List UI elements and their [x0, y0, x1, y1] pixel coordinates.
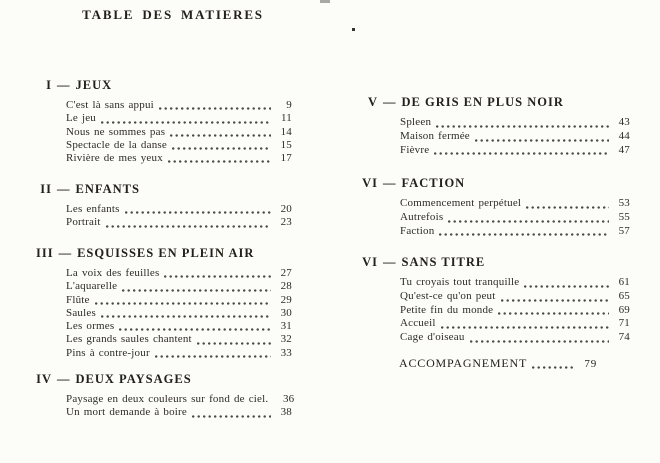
entry-page: 69 [618, 303, 630, 316]
section-entries [36, 203, 292, 230]
section-title: ENFANTS [75, 182, 140, 196]
section-heading-row [36, 182, 292, 196]
entry-label: Paysage en deux couleurs sur fond de ciel. [66, 393, 269, 405]
entry-page: 47 [618, 143, 630, 156]
entry-label: Pins à contre-jour [66, 346, 150, 359]
section-heading-row [358, 95, 630, 109]
toc-section-jeux [36, 78, 292, 165]
section-heading-row [358, 176, 630, 190]
section-numeral: VI [362, 255, 378, 269]
entry-label: Rivière de mes yeux [66, 152, 163, 165]
section-title: JEUX [75, 78, 113, 92]
column-right [358, 0, 630, 463]
entry-page: 23 [280, 216, 292, 229]
toc-section-sans-titre [358, 255, 630, 345]
toc-entry [400, 116, 630, 130]
entry-page: 38 [280, 406, 292, 419]
toc-section-faction [358, 176, 630, 238]
toc-entry [66, 406, 292, 419]
toc-entry [400, 197, 630, 211]
toc-section-enfants [36, 182, 292, 230]
entry-page: 17 [280, 152, 292, 165]
dot-leader [526, 206, 609, 209]
section-title: DEUX PAYSAGES [75, 372, 192, 386]
toc-entry [66, 307, 292, 320]
entry-page: 20 [280, 203, 292, 215]
toc-section-de-gris-en-plus-noir [358, 95, 630, 157]
toc-entry [66, 333, 292, 346]
toc-entry [66, 152, 292, 165]
entry-label: Les enfants [66, 203, 120, 215]
dot-leader [524, 285, 609, 288]
entry-page: 11 [281, 112, 292, 125]
dot-leader [172, 147, 271, 150]
dot-leader [168, 160, 271, 163]
dot-leader [470, 340, 609, 343]
entry-page: 65 [618, 289, 630, 302]
section-dash: — [57, 78, 71, 92]
entry-label: C'est là sans appui [66, 99, 154, 111]
section-numeral: VI [362, 176, 378, 190]
section-title: FACTION [401, 176, 466, 190]
section-heading-row [36, 246, 292, 260]
section-title: ESQUISSES EN PLEIN AIR [77, 246, 255, 260]
entry-label: Saules [66, 306, 96, 319]
toc-entry [66, 267, 292, 280]
toc-entry [66, 139, 292, 152]
entry-label: Spleen [400, 116, 432, 128]
section-dash: — [58, 246, 73, 260]
toc-entry [66, 280, 292, 293]
section-entries [358, 276, 630, 345]
dot-leader [434, 152, 609, 155]
section-entries [36, 267, 292, 360]
section-dash: — [383, 95, 397, 109]
section-heading-row [36, 372, 292, 386]
entry-label: Les grands saules chantent [66, 333, 192, 346]
toc-entry [400, 317, 630, 331]
section-dash: — [57, 372, 71, 386]
dot-leader [164, 275, 271, 278]
dot-leader [192, 415, 271, 418]
section-entries [358, 197, 630, 238]
entry-label: Un mort demande à boire [66, 406, 188, 419]
dot-leader [532, 366, 576, 369]
toc-entry [400, 276, 630, 290]
entry-label: Maison fermée [400, 129, 470, 142]
entry-label: Petite fin du monde [400, 303, 494, 316]
toc-section-deux-paysages [36, 372, 295, 420]
entry-label: Tu croyais tout tranquille [400, 276, 520, 288]
entry-page: 36 [282, 393, 295, 405]
entry-page: 31 [280, 320, 292, 333]
entry-page: 43 [618, 116, 630, 128]
entry-label: ACCOMPAGNEMENT [399, 356, 528, 370]
dot-leader [441, 326, 609, 329]
entry-page: 71 [618, 317, 630, 330]
section-numeral: IV [36, 372, 52, 386]
toc-entry [66, 112, 292, 125]
dot-leader [498, 312, 609, 315]
entry-label: La voix des feuilles [66, 267, 160, 279]
toc-entry [66, 203, 292, 216]
toc-section-esquisses-en-plein-air [36, 246, 292, 360]
toc-entry [66, 126, 292, 139]
toc-entry [66, 99, 292, 112]
toc-entry [400, 290, 630, 304]
entry-page: 55 [618, 210, 630, 223]
section-dash: — [383, 176, 397, 190]
toc-entry [66, 216, 292, 229]
entry-label: Autrefois [400, 210, 444, 223]
dot-leader [475, 139, 609, 142]
toc-entry [400, 225, 630, 239]
entry-page: 15 [280, 138, 292, 151]
entry-page: 32 [280, 333, 292, 346]
section-numeral: II [40, 182, 52, 196]
section-heading-row [36, 78, 292, 92]
dot-leader [436, 125, 609, 128]
scan-artifact [320, 0, 330, 3]
entry-page: 30 [280, 306, 292, 319]
section-title: DE GRIS EN PLUS NOIR [401, 95, 564, 109]
entry-label: Commencement perpétuel [400, 197, 522, 209]
dot-leader [155, 355, 271, 358]
entry-page: 79 [584, 358, 597, 370]
entry-label: Faction [400, 224, 435, 237]
toc-entry [66, 393, 295, 406]
entry-label: Nous ne sommes pas [66, 125, 166, 138]
toc-entry [66, 294, 292, 307]
dot-leader [106, 225, 271, 228]
dot-leader [95, 302, 271, 305]
column-left [36, 0, 295, 463]
dot-leader [159, 107, 271, 110]
entry-label: Portrait [66, 216, 101, 229]
accompagnement-entry [399, 356, 597, 371]
entry-page: 28 [280, 280, 292, 293]
doc-title: TABLE DES MATIERES [82, 7, 264, 22]
dot-leader [125, 211, 271, 214]
entry-page: 53 [618, 197, 630, 209]
dot-leader [101, 315, 271, 318]
dot-leader [122, 289, 271, 292]
section-title: SANS TITRE [401, 255, 486, 269]
entry-label: Flûte [66, 293, 90, 306]
entry-page: 9 [286, 99, 292, 111]
toc-entry [400, 331, 630, 345]
section-numeral: III [36, 246, 54, 260]
toc-entry [400, 211, 630, 225]
entry-label: Les ormes [66, 320, 115, 333]
entry-page: 61 [618, 276, 630, 288]
section-entries [358, 116, 630, 157]
entry-page: 57 [618, 224, 630, 237]
entry-page: 44 [618, 129, 630, 142]
toc-entry [400, 144, 630, 158]
entry-label: Accueil [400, 317, 436, 330]
section-dash: — [383, 255, 397, 269]
toc-entry [400, 130, 630, 144]
entry-label: Spectacle de la danse [66, 138, 167, 151]
section-numeral: I [46, 78, 52, 92]
entry-page: 14 [280, 125, 292, 138]
section-entries [36, 393, 295, 420]
toc-entry [66, 347, 292, 360]
section-numeral: V [367, 95, 378, 109]
entry-label: Cage d'oiseau [400, 331, 465, 344]
dot-leader [501, 299, 610, 302]
dot-leader [448, 220, 609, 223]
entry-label: Fièvre [400, 143, 430, 156]
entry-label: Le jeu [66, 112, 96, 125]
entry-page: 29 [280, 293, 292, 306]
entry-label: L'aquarelle [66, 280, 118, 293]
entry-page: 74 [618, 331, 630, 344]
section-dash: — [57, 182, 71, 196]
dot-leader [119, 328, 271, 331]
scan-speck [352, 28, 355, 31]
section-heading-row [358, 255, 630, 269]
entry-page: 27 [280, 267, 292, 279]
dot-leader [439, 233, 609, 236]
dot-leader [101, 121, 271, 124]
section-entries [36, 99, 292, 165]
dot-leader [197, 342, 271, 345]
entry-page: 33 [280, 346, 292, 359]
dot-leader [170, 134, 271, 137]
toc-entry [66, 320, 292, 333]
entry-label: Qu'est-ce qu'on peut [400, 289, 496, 302]
toc-entry [400, 304, 630, 318]
